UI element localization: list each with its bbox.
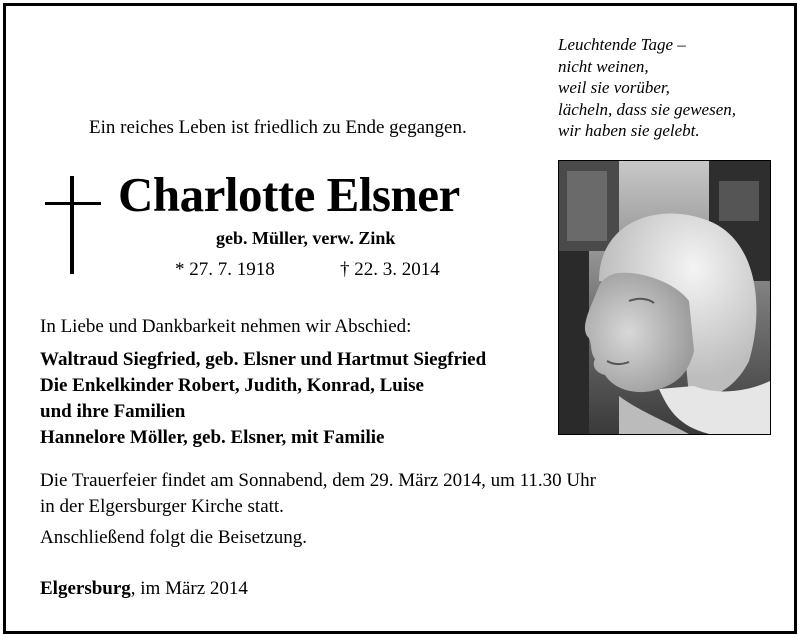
poem-line: Leuchtende Tage – — [558, 35, 686, 54]
poem-line: nicht weinen, — [558, 56, 649, 76]
birth-date: * 27. 7. 1918 — [175, 259, 275, 280]
deceased-name: Charlotte Elsner — [118, 167, 460, 222]
intro-text: Ein reiches Leben ist friedlich zu Ende gegangen. — [89, 117, 467, 138]
death-date: † 22. 3. 2014 — [340, 259, 440, 280]
portrait-photo — [558, 160, 771, 435]
poem-line: weil sie vorüber, — [558, 78, 670, 97]
mourner-line: Die Enkelkinder Robert, Judith, Konrad, Luise — [40, 375, 424, 396]
poem — [558, 34, 773, 142]
poem-line: wir haben sie gelebt. — [558, 121, 700, 140]
service-info — [40, 468, 596, 520]
mourner-line: und ihre Familien — [40, 401, 186, 422]
service-line: Die Trauerfeier findet am Sonnabend, dem 29. März 2014, um 11.30 Uhr — [40, 470, 596, 491]
poem-line: lächeln, dass sie gewesen, — [558, 99, 736, 119]
portrait-illustration — [559, 161, 770, 434]
cross-icon — [45, 176, 101, 274]
mourners-list — [40, 347, 486, 451]
place-town: Elgersburg — [40, 578, 131, 599]
burial-info: Anschließend folgt die Beisetzung. — [40, 527, 307, 548]
place-date — [40, 578, 248, 600]
farewell-text: In Liebe und Dankbarkeit nehmen wir Abschied: — [40, 316, 412, 337]
mourner-line: Waltraud Siegfried, geb. Elsner und Hartmut Siegfried — [40, 349, 487, 370]
place-date-text: , im März 2014 — [130, 578, 248, 599]
mourner-line: Hannelore Möller, geb. Elsner, mit Familie — [40, 427, 385, 448]
birth-name: geb. Müller, verw. Zink — [216, 228, 396, 248]
service-line: in der Elgersburger Kirche statt. — [40, 496, 284, 517]
